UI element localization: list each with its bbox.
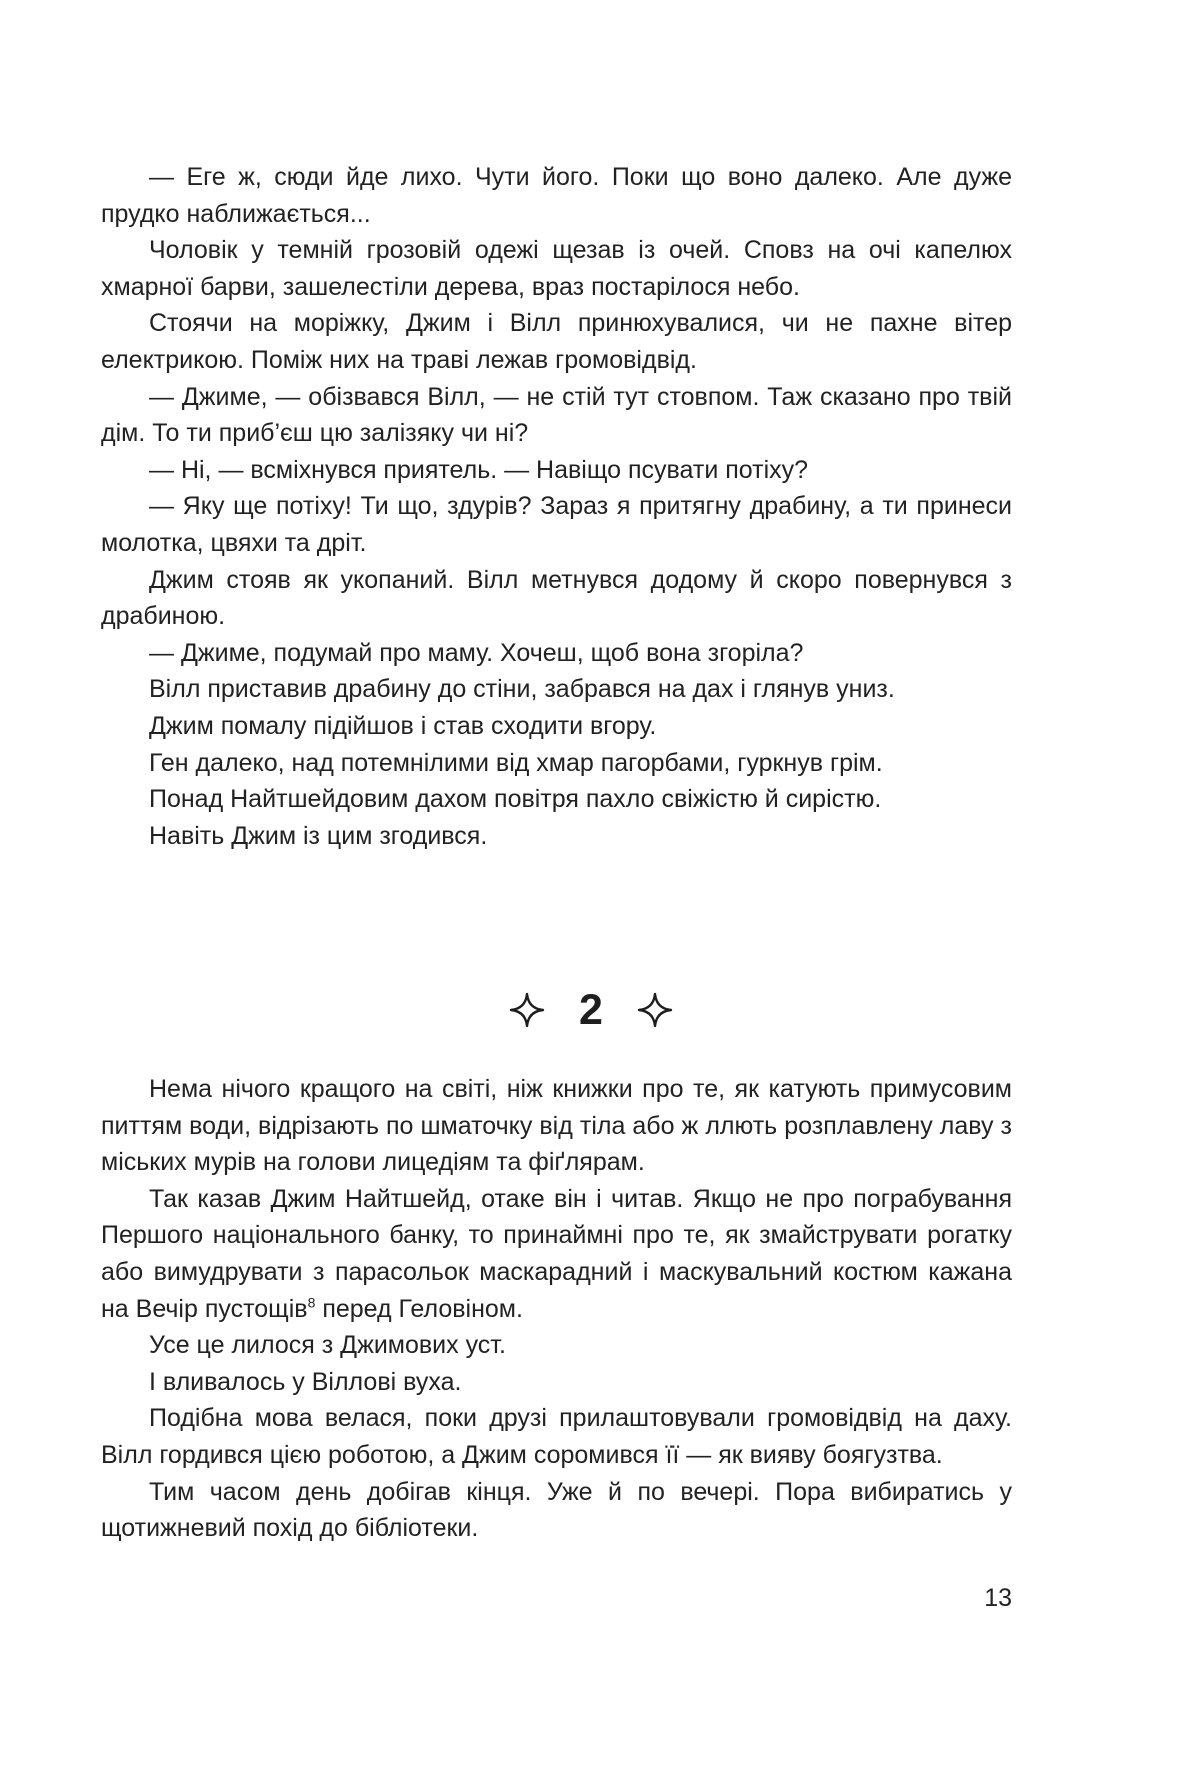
paragraph: Стоячи на моріжку, Джим і Вілл принюхувалися, чи не пахне вітер електрикою. Поміж них на траві лежав громовідвід.	[101, 309, 1012, 374]
paragraph: Джим помалу підійшов і став сходити вгору.	[149, 711, 657, 740]
page-number: 13	[984, 1584, 1012, 1612]
paragraph: Подібна мова велася, поки друзі прилаштовували громовідвід на даху. Вілл гордився цією роботою, а Джим соромився її — як вияву боягузтва.	[101, 1404, 1012, 1469]
chapter-heading	[0, 980, 1182, 1040]
text-section-1	[101, 159, 1012, 854]
paragraph: — Джиме, — обізвався Вілл, — не стій тут стовпом. Таж сказано про твій дім. То ти приб’єш цю залізяку чи ні?	[101, 382, 1012, 448]
paragraph: Усе це лилося з Джимових уст.	[149, 1331, 506, 1360]
text-section-2	[101, 1071, 1012, 1547]
paragraph: — Яку ще потіху! Ти що, здурів? Зараз я притягну драбину, а ти принеси молотка, цвяхи та дріт.	[101, 492, 1012, 557]
paragraph: І вливалось у Віллові вуха.	[149, 1367, 462, 1396]
paragraph: Навіть Джим із цим згодився.	[149, 821, 488, 850]
paragraph-text-tail: перед Геловіном.	[315, 1294, 523, 1323]
paragraph: — Еге ж, сюди йде лихо. Чути його. Поки що воно далеко. Але дуже прудко наближається...	[101, 163, 1012, 228]
footnote-marker[interactable]: 8	[307, 1294, 316, 1311]
paragraph: Вілл приставив драбину до стіни, забрався на дах і глянув униз.	[149, 675, 895, 704]
paragraph-text: Так казав Джим Найтшейд, отаке він і читав. Якщо не про пограбування Першого національного банку, то принаймні про те, як змайструвати рогатку або вимудрувати з парасольок маскарадний і маскувальний костюм кажана на Вечір пустощів	[101, 1184, 1012, 1323]
chapter-number: 2	[579, 986, 603, 1034]
paragraph: Нема нічого кращого на світі, ніж книжки про те, як катують примусовим питтям води, відрізають по шматочку від тіла або ж ллють розплавлену лаву з міських мурів на голови лицедіям та фіґлярам.	[101, 1075, 1012, 1177]
paragraph: Понад Найтшейдовим дахом повітря пахло свіжістю й сирістю.	[149, 785, 882, 814]
four-point-star-icon	[637, 992, 673, 1028]
four-point-star-icon	[509, 992, 545, 1028]
paragraph: — Джиме, подумай про маму. Хочеш, щоб вона згоріла?	[149, 638, 804, 667]
paragraph: — Ні, — всміхнувся приятель. — Навіщо псувати потіху?	[149, 455, 809, 484]
paragraph: Джим стояв як укопаний. Вілл метнувся додому й скоро повернувся з драбиною.	[101, 565, 1012, 631]
paragraph: Тим часом день добігав кінця. Уже й по вечері. Пора вибиратись у щотижневий похід до бібліотеки.	[101, 1477, 1012, 1543]
paragraph: Чоловік у темній грозовій одежі щезав із очей. Сповз на очі капелюх хмарної барви, зашелестіли дерева, враз постарілося небо.	[101, 236, 1012, 301]
paragraph	[101, 1181, 1012, 1327]
paragraph: Ген далеко, над потемнілими від хмар пагорбами, гуркнув грім.	[149, 748, 883, 777]
